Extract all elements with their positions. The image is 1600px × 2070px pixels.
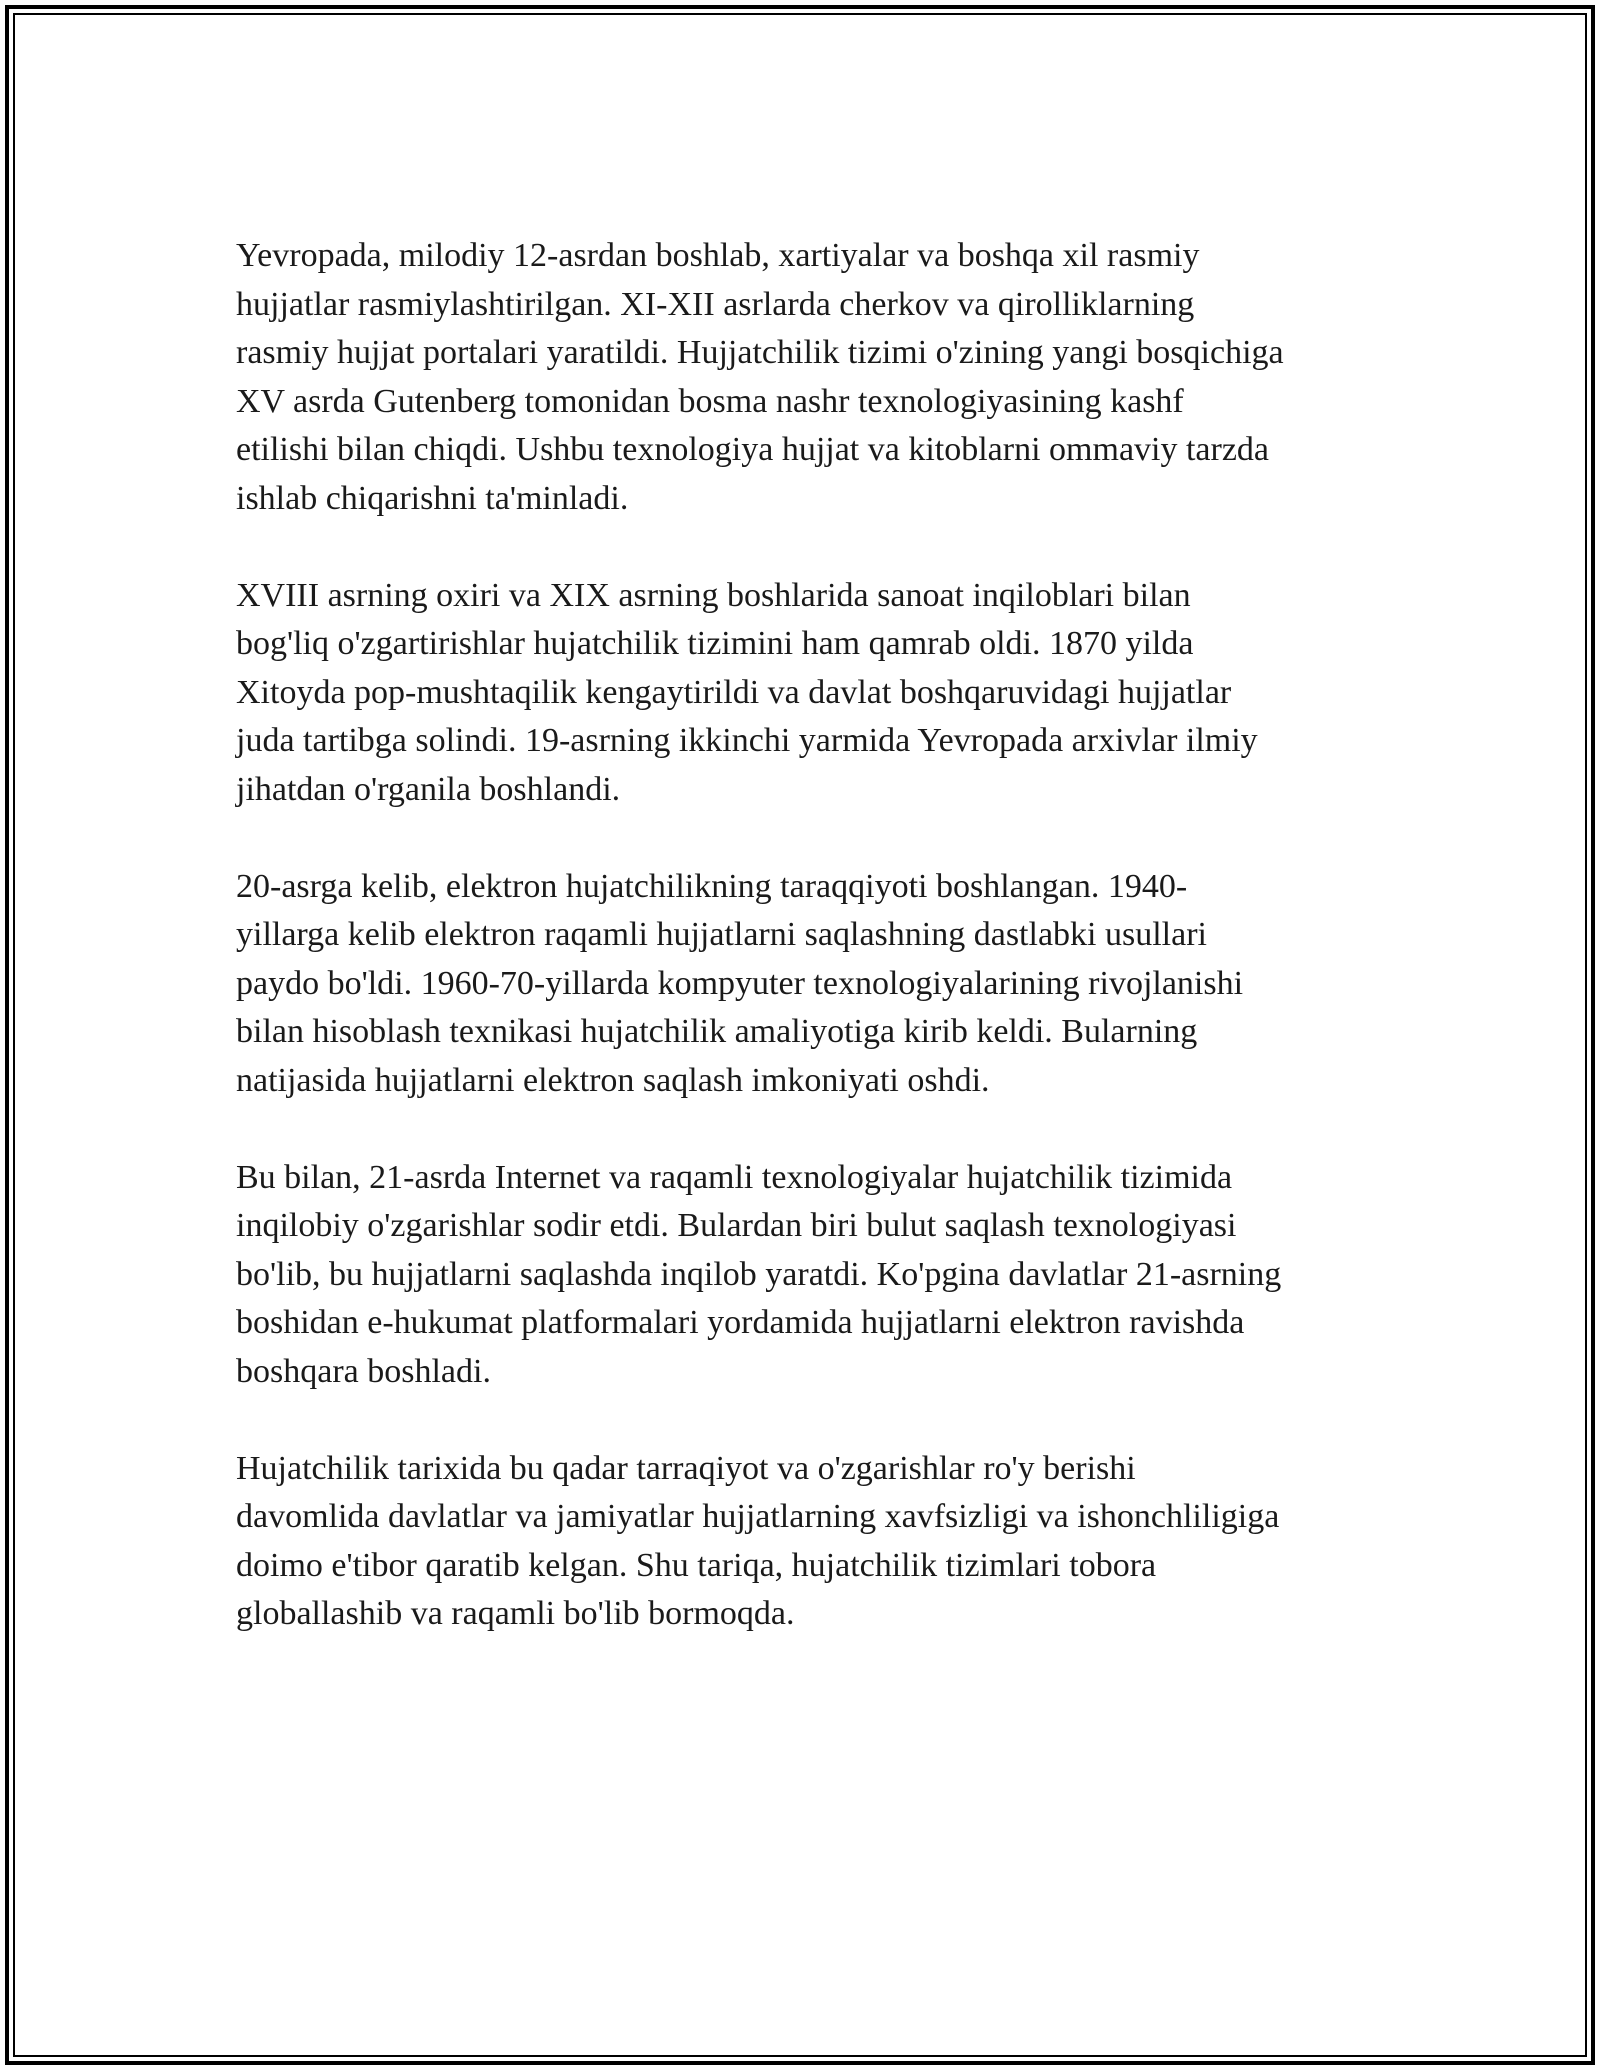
document-body bbox=[236, 232, 1376, 1687]
paragraph-1: Yevropada, milodiy 12-asrdan boshlab, xartiyalar va boshqa xil rasmiy hujjatlar rasmiylashtirilgan. XI-XII asrlarda cherkov va qirolliklarning rasmiy hujjat portalari yaratildi. Hujjatchilik tizimi o'zining yangi bosqichiga XV asrda Gutenberg tomonidan bosma nashr texnologiyasining kashf etilishi bilan chiqdi. Ushbu texnologiya hujjat va kitoblarni ommaviy tarzda ishlab chiqarishni ta'minladi. bbox=[236, 237, 1284, 517]
paragraph-4: Bu bilan, 21-asrda Internet va raqamli texnologiyalar hujatchilik tizimida inqilobiy o'zgarishlar sodir etdi. Bulardan biri bulut saqlash texnologiyasi bo'lib, bu hujjatlarni saqlashda inqilob yaratdi. Ko'pgina davlatlar 21-asrning boshidan e-hukumat platformalari yordamida hujjatlarni elektron ravishda boshqara boshladi. bbox=[236, 1158, 1282, 1390]
paragraph-2: XVIII asrning oxiri va XIX asrning boshlarida sanoat inqiloblari bilan bog'liq o'zgartirishlar hujatchilik tizimini ham qamrab oldi. 1870 yilda Xitoyda pop-mushtaqilik kengaytirildi va davlat boshqaruvidagi hujjatlar juda tartibga solindi. 19-asrning ikkinchi yarmida Yevropada arxivlar ilmiy jihatdan o'rganila boshlandi. bbox=[236, 576, 1258, 808]
paragraph-3: 20-asrga kelib, elektron hujatchilikning taraqqiyoti boshlangan. 1940- yillarga kelib elektron raqamli hujjatlarni saqlashning dastlabki usullari paydo bo'ldi. 1960-70-yillarda kompyuter texnologiyalarining rivojlanishi bilan hisoblash texnikasi hujatchilik amaliyotiga kirib keldi. Bularning natijasida hujjatlarni elektron saqlash imkoniyati oshdi. bbox=[236, 867, 1244, 1099]
paragraph-5: Hujatchilik tarixida bu qadar tarraqiyot va o'zgarishlar ro'y berishi davomlida davlatlar va jamiyatlar hujjatlarning xavfsizligi va ishonchliligiga doimo e'tibor qaratib kelgan. Shu tariqa, hujatchilik tizimlari tobora globallashib va raqamli bo'lib bormoqda. bbox=[236, 1449, 1280, 1632]
